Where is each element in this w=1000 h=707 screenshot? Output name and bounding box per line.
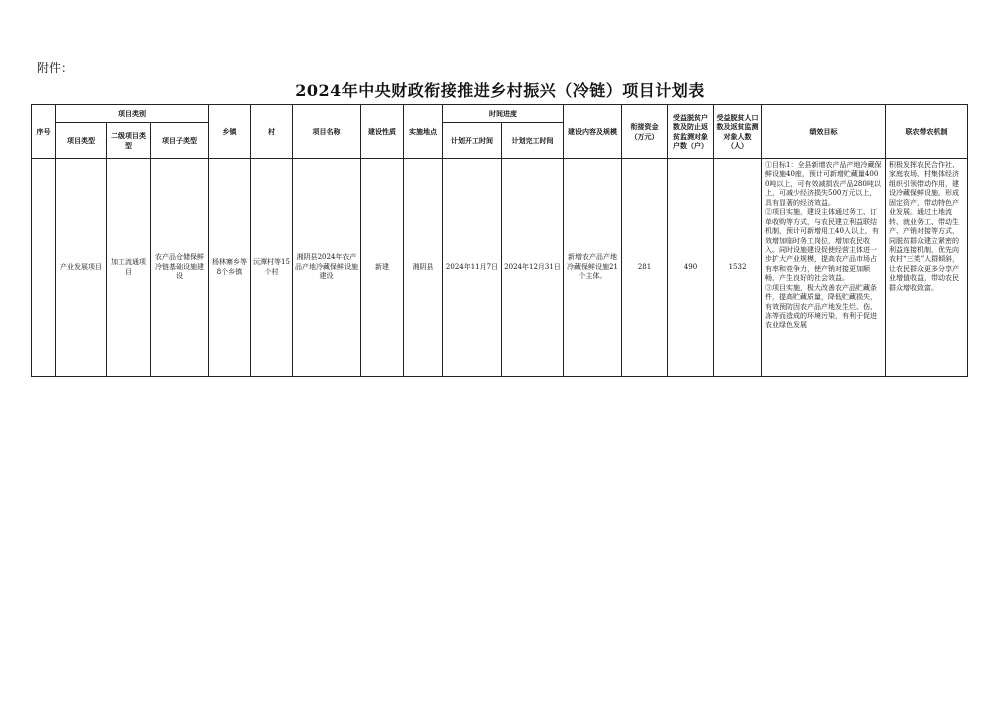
cell-funds: 281 bbox=[622, 159, 668, 377]
cell-township: 杨林寨乡等8个乡镇 bbox=[209, 159, 251, 377]
header-end: 计划完工时间 bbox=[502, 123, 564, 159]
cell-households: 490 bbox=[668, 159, 714, 377]
header-people: 受益脱贫人口数及返贫监测对象人数（人） bbox=[714, 105, 762, 159]
document-title: 2024年中央财政衔接推进乡村振兴（冷链）项目计划表 bbox=[295, 81, 705, 100]
cell-project-name: 湘阴县2024年农产品产地冷藏保鲜设施建设 bbox=[293, 159, 361, 377]
cell-performance: ①目标1：全县新增农产品产地冷藏保鲜设施40座，预计可新增贮藏量4000吨以上，可有效减损农产品280吨以上，可减少经济损失500万元以上，具有显著的经济效益。 ②项目实施，建设主体通过务工、订单收购等方式，与农民建立利益联结机制，预计可新增用工40人以上，有效增加临时务工岗位，增加农民收入。同时设施建设促使经营主体进一步扩大产业规模，提高农产品市场占有率和竞争力，使产销对接更加顺畅，产生良好的社会效益。 ③项目实施，极大改善农产品贮藏条件，提高贮藏质量，降低贮藏损失，有效预防因农产品产地发生烂、伤、冻等而造成的环境污染，有利于促进农业绿色发展 bbox=[762, 159, 886, 377]
header-category-subtype: 项目子类型 bbox=[151, 123, 209, 159]
header-funds: 衔接资金（万元） bbox=[622, 105, 668, 159]
header-performance: 绩效目标 bbox=[762, 105, 886, 159]
header-nature: 建设性质 bbox=[361, 105, 404, 159]
header-households: 受益脱贫户数及防止返贫监测对象户数（户） bbox=[668, 105, 714, 159]
header-project-name: 项目名称 bbox=[293, 105, 361, 159]
header-mechanism: 联农带农机制 bbox=[886, 105, 968, 159]
cell-mechanism: 积极发挥农民合作社、家庭农场、村集体经济组织引领带动作用，建设冷藏保鲜设施，形成固定资产，带动特色产业发展。通过土地流转、就业务工、带动生产、产销对接等方式，同脱贫群众建立紧密的利益连接机制，优先向农村“三类”人群倾斜，让农民群众更多分享产业增值收益，带动农民群众增收致富。 bbox=[886, 159, 968, 377]
header-category-type: 项目类型 bbox=[56, 123, 107, 159]
header-start: 计划开工时间 bbox=[443, 123, 502, 159]
cell-category-sub2: 加工流通项目 bbox=[107, 159, 151, 377]
table-row bbox=[32, 159, 968, 377]
header-location: 实施地点 bbox=[404, 105, 443, 159]
cell-start: 2024年11月7日 bbox=[443, 159, 502, 377]
cell-end: 2024年12月31日 bbox=[502, 159, 564, 377]
cell-category-subtype: 农产品仓储保鲜冷链基础设施建设 bbox=[151, 159, 209, 377]
header-content: 建设内容及规模 bbox=[564, 105, 622, 159]
header-category-sub2: 二级项目类型 bbox=[107, 123, 151, 159]
header-category-group: 项目类别 bbox=[56, 105, 209, 123]
cell-content: 新增农产品产地冷藏保鲜设施21个主体。 bbox=[564, 159, 622, 377]
header-village: 村 bbox=[251, 105, 293, 159]
cell-village: 沅潭村等15个村 bbox=[251, 159, 293, 377]
header-township: 乡镇 bbox=[209, 105, 251, 159]
header-schedule-group: 时间进度 bbox=[443, 105, 564, 123]
cell-nature: 新建 bbox=[361, 159, 404, 377]
attachment-label: 附件： bbox=[37, 61, 74, 75]
header-seq: 序号 bbox=[32, 105, 56, 159]
cell-seq bbox=[32, 159, 56, 377]
cell-people: 1532 bbox=[714, 159, 762, 377]
project-plan-table bbox=[31, 104, 968, 377]
cell-category-type: 产业发展项目 bbox=[56, 159, 107, 377]
cell-location: 湘阴县 bbox=[404, 159, 443, 377]
